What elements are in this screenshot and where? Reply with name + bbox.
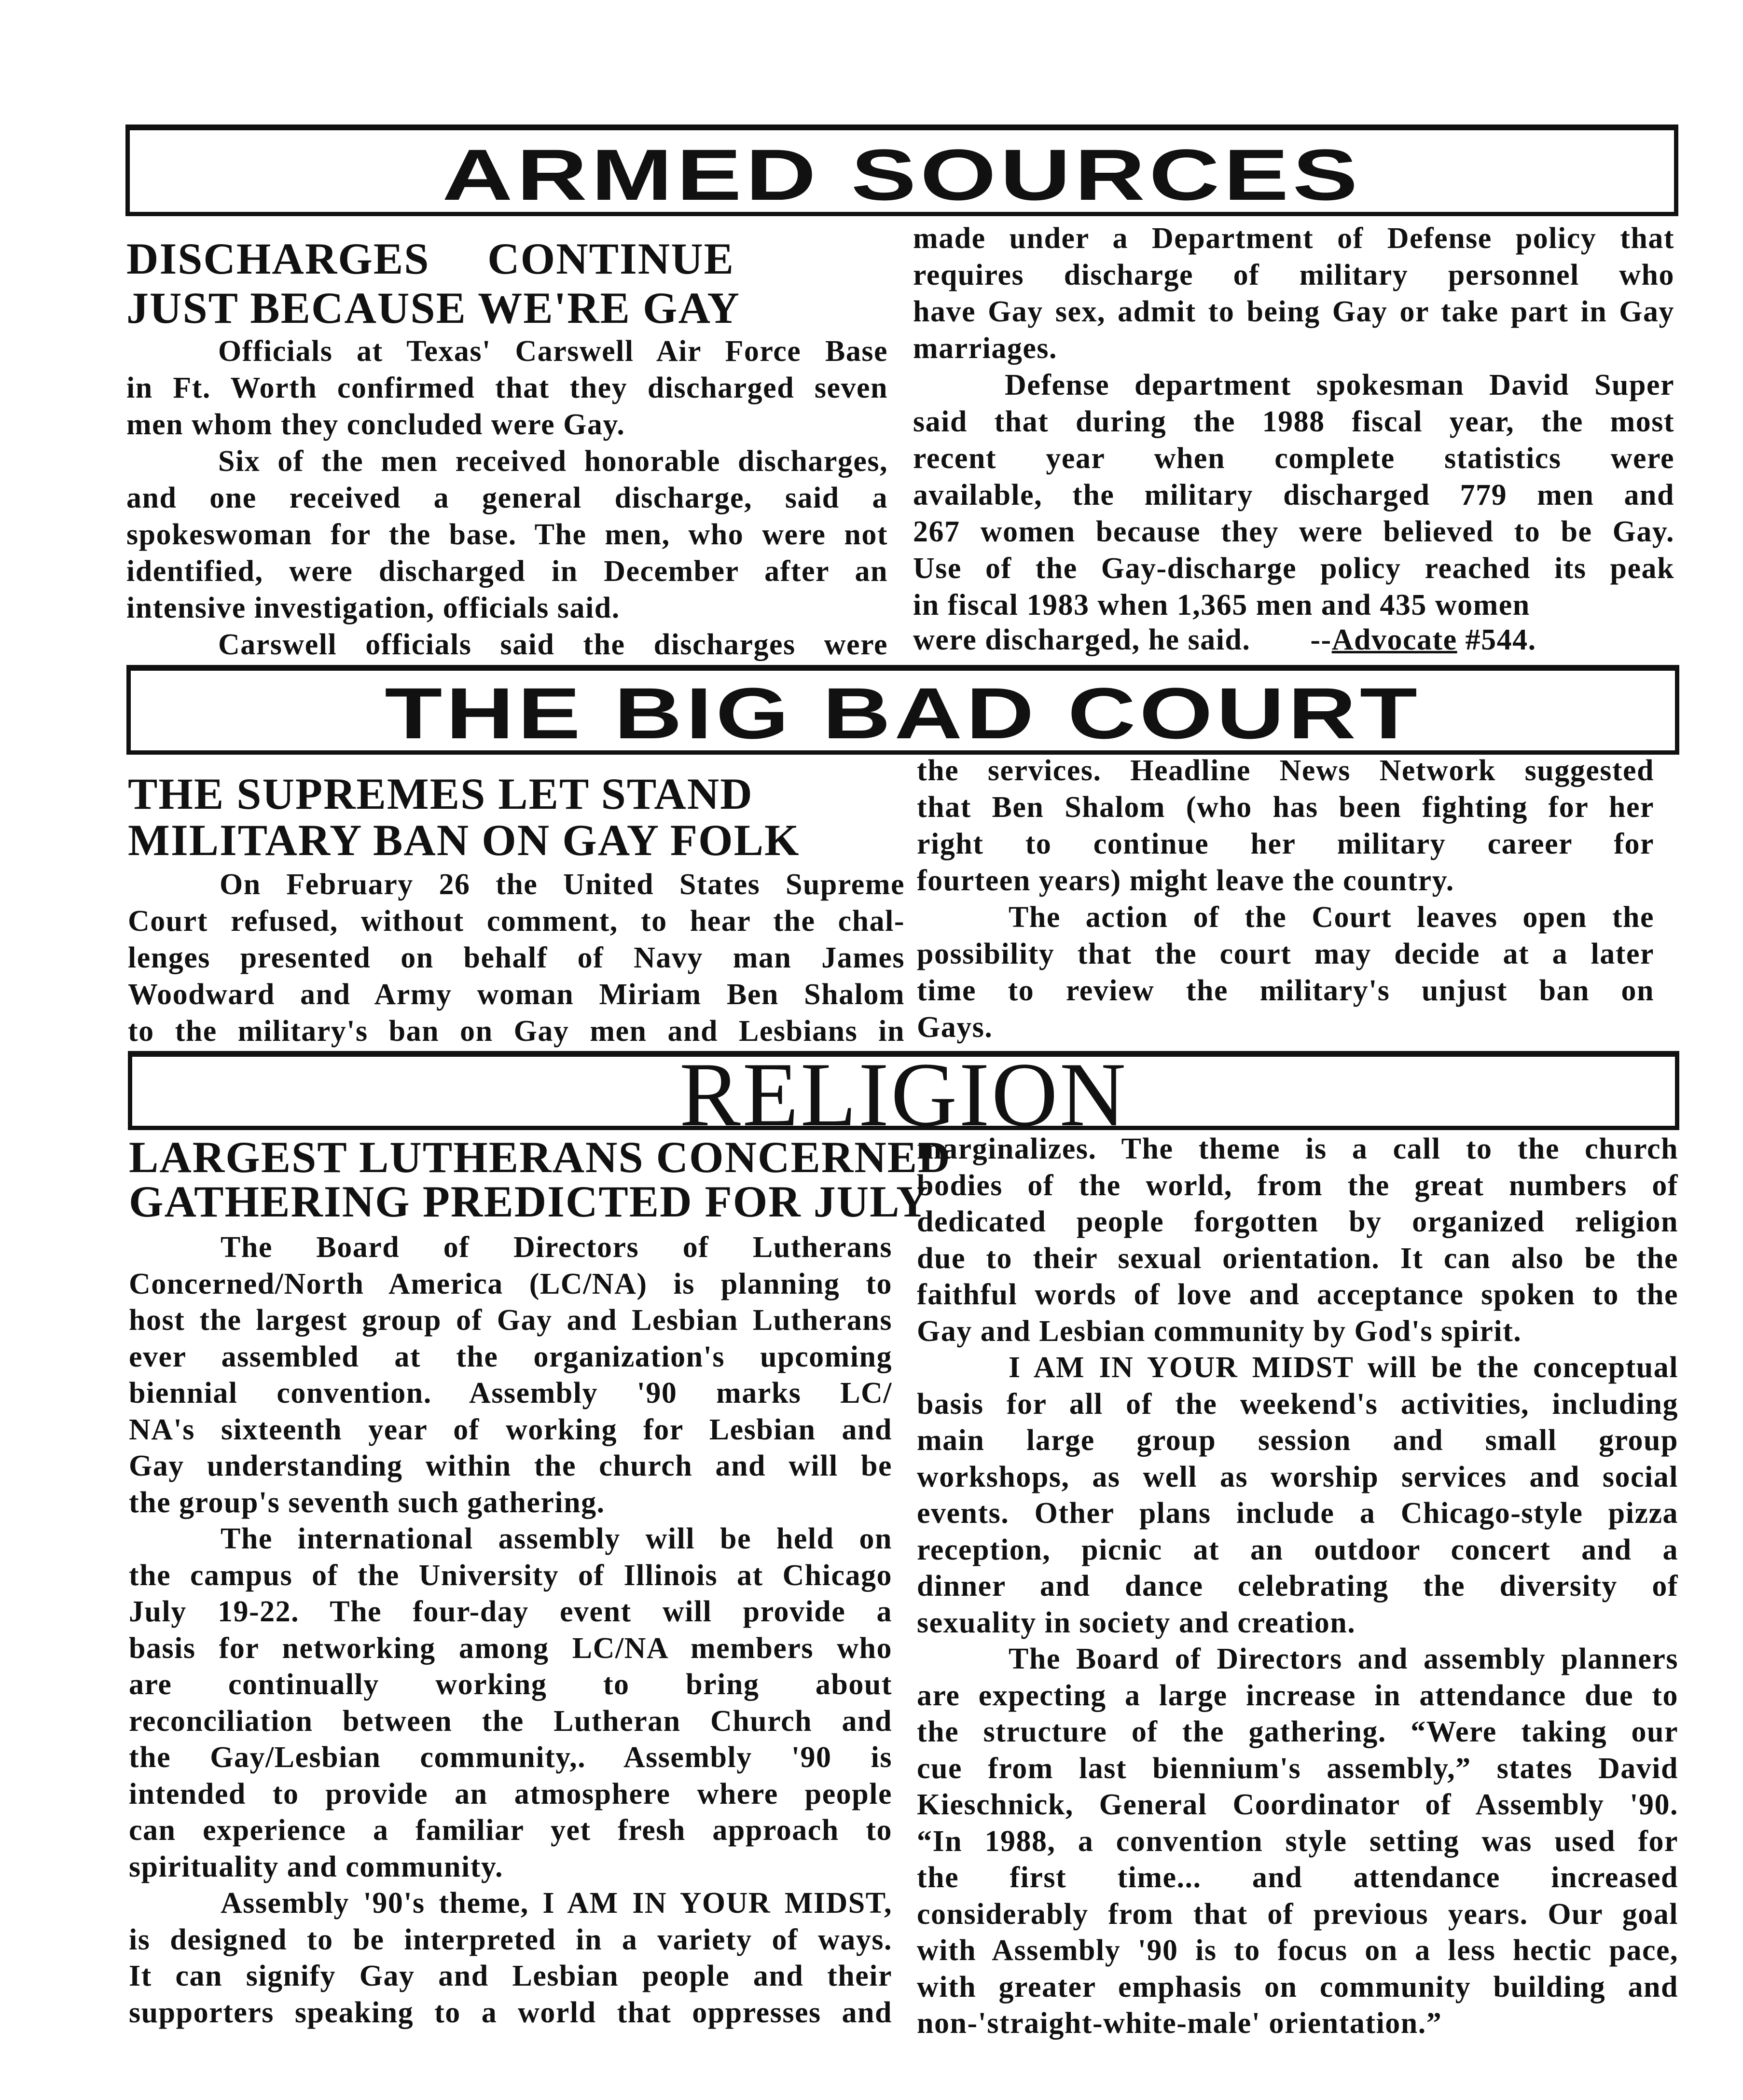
text-line: I AM IN YOUR MIDST will be the conceptual bbox=[1009, 1351, 1678, 1384]
article-column-right bbox=[917, 752, 1654, 1046]
text-line: with Assembly '90 is to focus on a less hectic pace, bbox=[917, 1934, 1678, 1967]
text-line: supporters speaking to a world that oppresses and bbox=[129, 1996, 892, 2029]
text-line: Officials at Texas' Carswell Air Force Base bbox=[218, 335, 888, 368]
text-line: Gay and Lesbian community by God's spirit. bbox=[917, 1314, 1522, 1348]
text-line: identified, were discharged in December after an bbox=[126, 555, 888, 588]
text-line: the structure of the gathering. “Were taking our bbox=[917, 1715, 1678, 1748]
text-line: Concerned/North America (LC/NA) is planning to bbox=[129, 1267, 892, 1300]
text-line: Court refused, without comment, to hear the chal- bbox=[128, 905, 905, 938]
headline-line: THE SUPREMES LET STAND bbox=[128, 769, 753, 818]
text-line: marginalizes. The theme is a call to the church bbox=[917, 1133, 1678, 1165]
text-line: Use of the Gay-discharge policy reached its peak bbox=[913, 552, 1674, 585]
headline bbox=[126, 234, 740, 332]
headline-line: DISCHARGES CONTINUE bbox=[126, 234, 734, 283]
text-line: reconciliation between the Lutheran Church and bbox=[129, 1704, 892, 1738]
text-line: July 19-22. The four-day event will provide a bbox=[129, 1595, 892, 1628]
text-line: “In 1988, a convention style setting was used for bbox=[917, 1824, 1678, 1858]
text-line: can experience a familiar yet fresh approach to bbox=[129, 1814, 892, 1847]
text-line: right to continue her military career for bbox=[917, 828, 1654, 860]
text-line: intended to provide an atmosphere where people bbox=[129, 1777, 892, 1810]
text-line: in fiscal 1983 when 1,365 men and 435 women bbox=[913, 589, 1530, 622]
text-line: Assembly '90's theme, I AM IN YOUR MIDST, bbox=[221, 1887, 892, 1920]
text-line: the campus of the University of Illinois at Chicago bbox=[129, 1559, 892, 1592]
headline-line: LARGEST LUTHERANS CONCERNED bbox=[129, 1133, 951, 1182]
text-line: Gay understanding within the church and will be bbox=[129, 1450, 892, 1482]
text-line: spokeswoman for the base. The men, who were not bbox=[126, 518, 888, 551]
text-line: basis for networking among LC/NA members who bbox=[129, 1631, 892, 1665]
headline-line: JUST BECAUSE WE'RE GAY bbox=[126, 283, 740, 332]
text-line: are continually working to bring about bbox=[129, 1668, 892, 1701]
text-line: requires discharge of military personnel who bbox=[913, 259, 1674, 291]
source-dash: -- bbox=[1310, 623, 1332, 656]
text-line: marriages. bbox=[913, 332, 1058, 365]
text-line: biennial convention. Assembly '90 marks LC/ bbox=[129, 1377, 892, 1409]
text-line: ever assembled at the organization's upcoming bbox=[129, 1340, 892, 1373]
headline bbox=[129, 1133, 951, 1226]
text-line: intensive investigation, officials said. bbox=[126, 592, 620, 624]
text-line: said that during the 1988 fiscal year, the most bbox=[913, 405, 1674, 438]
text-line: NA's sixteenth year of working for Lesbian and bbox=[129, 1413, 892, 1446]
text-line: the services. Headline News Network suggested bbox=[917, 754, 1654, 787]
text-line: dinner and dance celebrating the diversity of bbox=[917, 1570, 1678, 1603]
closing-text: were discharged, he said. bbox=[913, 623, 1251, 656]
text-line: the group's seventh such gathering. bbox=[129, 1486, 605, 1519]
headline-line: MILITARY BAN ON GAY FOLK bbox=[128, 815, 800, 865]
text-line: host the largest group of Gay and Lesbian Lutherans bbox=[129, 1304, 892, 1337]
text-line: to the military's ban on Gay men and Lesbians in bbox=[128, 1015, 905, 1048]
text-line: Carswell officials said the discharges were bbox=[218, 628, 888, 661]
text-line: is designed to be interpreted in a variety of ways. bbox=[129, 1923, 892, 1956]
text-line: cue from last biennium's assembly,” states David bbox=[917, 1752, 1678, 1785]
text-line: the Gay/Lesbian community,. Assembly '90 is bbox=[129, 1741, 892, 1774]
text-line: time to review the military's unjust ban on bbox=[917, 974, 1654, 1007]
text-line: basis for all of the weekend's activities, including bbox=[917, 1387, 1678, 1421]
text-line: Kieschnick, General Coordinator of Assembly '90. bbox=[917, 1788, 1678, 1821]
text-line: reception, picnic at an outdoor concert and a bbox=[917, 1533, 1678, 1566]
text-line: The international assembly will be held on bbox=[221, 1522, 892, 1555]
article-column-right bbox=[917, 1131, 1678, 2042]
text-line: workshops, as well as worship services and social bbox=[917, 1460, 1678, 1493]
text-line: main large group session and small group bbox=[917, 1424, 1678, 1457]
text-line: 267 women because they were believed to be Gay. bbox=[913, 515, 1674, 548]
text-line: Defense department spokesman David Super bbox=[1005, 369, 1674, 401]
text-line: The action of the Court leaves open the bbox=[1009, 901, 1654, 934]
text-line: men whom they concluded were Gay. bbox=[126, 408, 625, 441]
section-header-big-bad-court bbox=[126, 665, 1679, 755]
section-title: THE BIG BAD COURT bbox=[385, 673, 1421, 754]
text-line: sexuality in society and creation. bbox=[917, 1606, 1356, 1639]
text-line: recent year when complete statistics were bbox=[913, 442, 1674, 475]
text-line: bodies of the world, from the great numbers of bbox=[917, 1169, 1678, 1202]
text-line: It can signify Gay and Lesbian people and their bbox=[129, 1960, 892, 1992]
text-line: are expecting a large increase in attendance due to bbox=[917, 1679, 1678, 1712]
section-header-religion bbox=[128, 1044, 1679, 1146]
text-line: On February 26 the United States Supreme bbox=[220, 868, 905, 901]
text-line: with greater emphasis on community building and bbox=[917, 1970, 1678, 2003]
text-line: lenges presented on behalf of Navy man James bbox=[128, 941, 905, 974]
article-column-right bbox=[913, 220, 1674, 623]
section-title: ARMED SOURCES bbox=[442, 134, 1362, 215]
text-line: fourteen years) might leave the country. bbox=[917, 864, 1454, 897]
text-line: faithful words of love and acceptance spoken to the bbox=[917, 1278, 1678, 1311]
article-closing-line bbox=[913, 622, 1674, 658]
text-line: available, the military discharged 779 men and bbox=[913, 479, 1674, 511]
text-line: The Board of Directors of Lutherans bbox=[221, 1231, 892, 1264]
text-line: in Ft. Worth confirmed that they discharged seven bbox=[126, 372, 888, 404]
text-line: and one received a general discharge, said a bbox=[126, 482, 888, 514]
text-line: have Gay sex, admit to being Gay or take part in Gay bbox=[913, 295, 1674, 328]
text-line: considerably from that of previous years. Our goal bbox=[917, 1897, 1678, 1931]
text-line: events. Other plans include a Chicago-style pizza bbox=[917, 1497, 1678, 1530]
text-line: non-'straight-white-male' orientation.” bbox=[917, 2007, 1442, 2040]
text-line: that Ben Shalom (who has been fighting for her bbox=[917, 791, 1654, 824]
section-header-armed-sources bbox=[125, 124, 1678, 216]
article-column-left bbox=[126, 333, 888, 663]
text-line: Gays. bbox=[917, 1011, 993, 1044]
headline-line: GATHERING PREDICTED FOR JULY bbox=[129, 1177, 929, 1226]
text-line: Woodward and Army woman Miriam Ben Shalom bbox=[128, 978, 905, 1011]
text-line: made under a Department of Defense policy that bbox=[913, 222, 1674, 255]
article-column-left bbox=[129, 1230, 892, 2031]
source-name: Advocate bbox=[1331, 623, 1457, 656]
text-line: Six of the men received honorable discharges, bbox=[218, 445, 888, 478]
section-title: RELIGION bbox=[679, 1044, 1128, 1146]
text-line: dedicated people forgotten by organized religion bbox=[917, 1205, 1678, 1238]
text-line: due to their sexual orientation. It can also be the bbox=[917, 1242, 1678, 1275]
text-line: The Board of Directors and assembly planners bbox=[1009, 1643, 1678, 1675]
article-column-left bbox=[128, 866, 905, 1050]
source-issue: #544. bbox=[1465, 623, 1536, 656]
text-line: possibility that the court may decide at a later bbox=[917, 938, 1654, 970]
headline bbox=[128, 771, 881, 863]
text-line: spirituality and community. bbox=[129, 1850, 503, 1883]
text-line: the first time... and attendance increased bbox=[917, 1861, 1678, 1894]
